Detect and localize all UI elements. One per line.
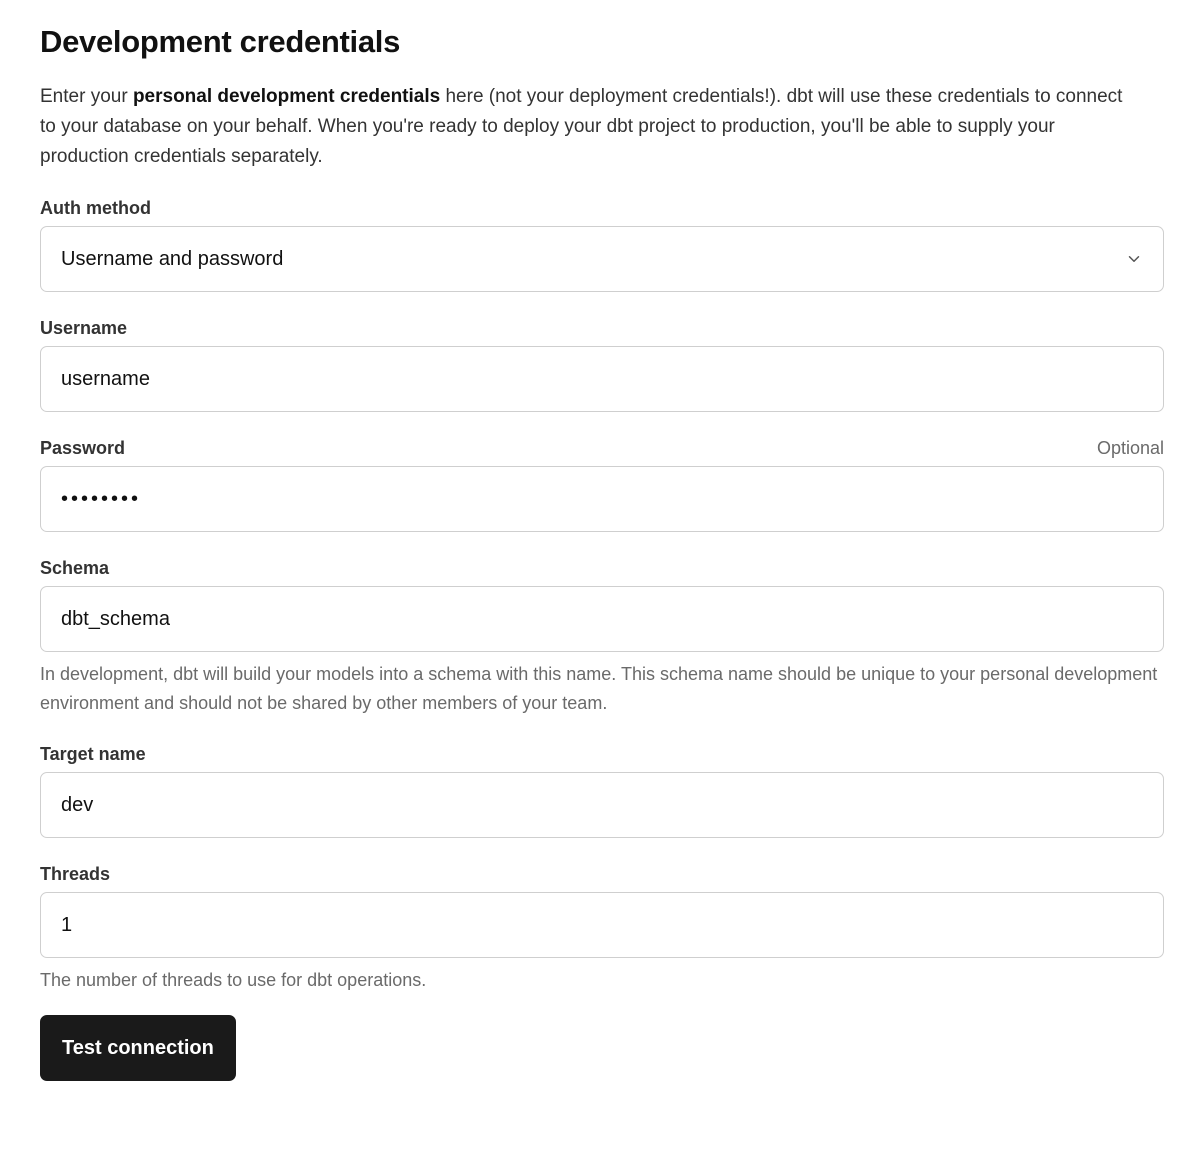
threads-value: 1 [61,914,73,936]
password-label: Password [40,438,126,458]
password-value: •••••••• [61,488,142,510]
test-connection-button[interactable]: Test connection [40,1015,236,1081]
target-name-label: Target name [40,744,146,764]
schema-value: dbt_schema [61,608,170,630]
auth-method-label: Auth method [40,198,151,218]
password-optional-badge: Optional [1096,438,1164,458]
field-auth-method [40,198,1164,292]
target-name-input[interactable] [40,772,1164,838]
username-label: Username [40,318,128,338]
target-name-value: dev [61,794,94,816]
auth-method-select[interactable] [40,226,1164,292]
schema-input[interactable] [40,586,1164,652]
schema-label: Schema [40,558,110,578]
intro-before: Enter your [40,86,133,107]
username-value: username [61,368,150,390]
page-title: Development credentials [40,24,401,59]
field-schema [40,558,1164,718]
password-label-row [40,438,1164,466]
field-target-name [40,744,1164,838]
threads-input[interactable] [40,892,1164,958]
chevron-down-icon [1125,250,1143,268]
intro-paragraph [40,82,1140,172]
field-threads [40,864,1164,995]
username-input[interactable] [40,346,1164,412]
intro-after: here (not your deployment credentials!). dbt will use these credentials to connect to your database on your behalf. When you're ready to deploy your dbt project to production, you'll be able to supply your production credentials separately. [40,86,1123,167]
schema-help-text: In development, dbt will build your models into a schema with this name. This schema name should be unique to your personal development environment and should not be shared by other members of your team. [40,664,1158,713]
threads-help-text: The number of threads to use for dbt operations. [40,970,427,990]
intro-bold: personal development credentials [132,86,441,107]
field-username [40,318,1164,412]
auth-method-value: Username and password [61,248,284,270]
password-input[interactable] [40,466,1164,532]
field-password [40,438,1164,532]
threads-label: Threads [40,864,111,884]
